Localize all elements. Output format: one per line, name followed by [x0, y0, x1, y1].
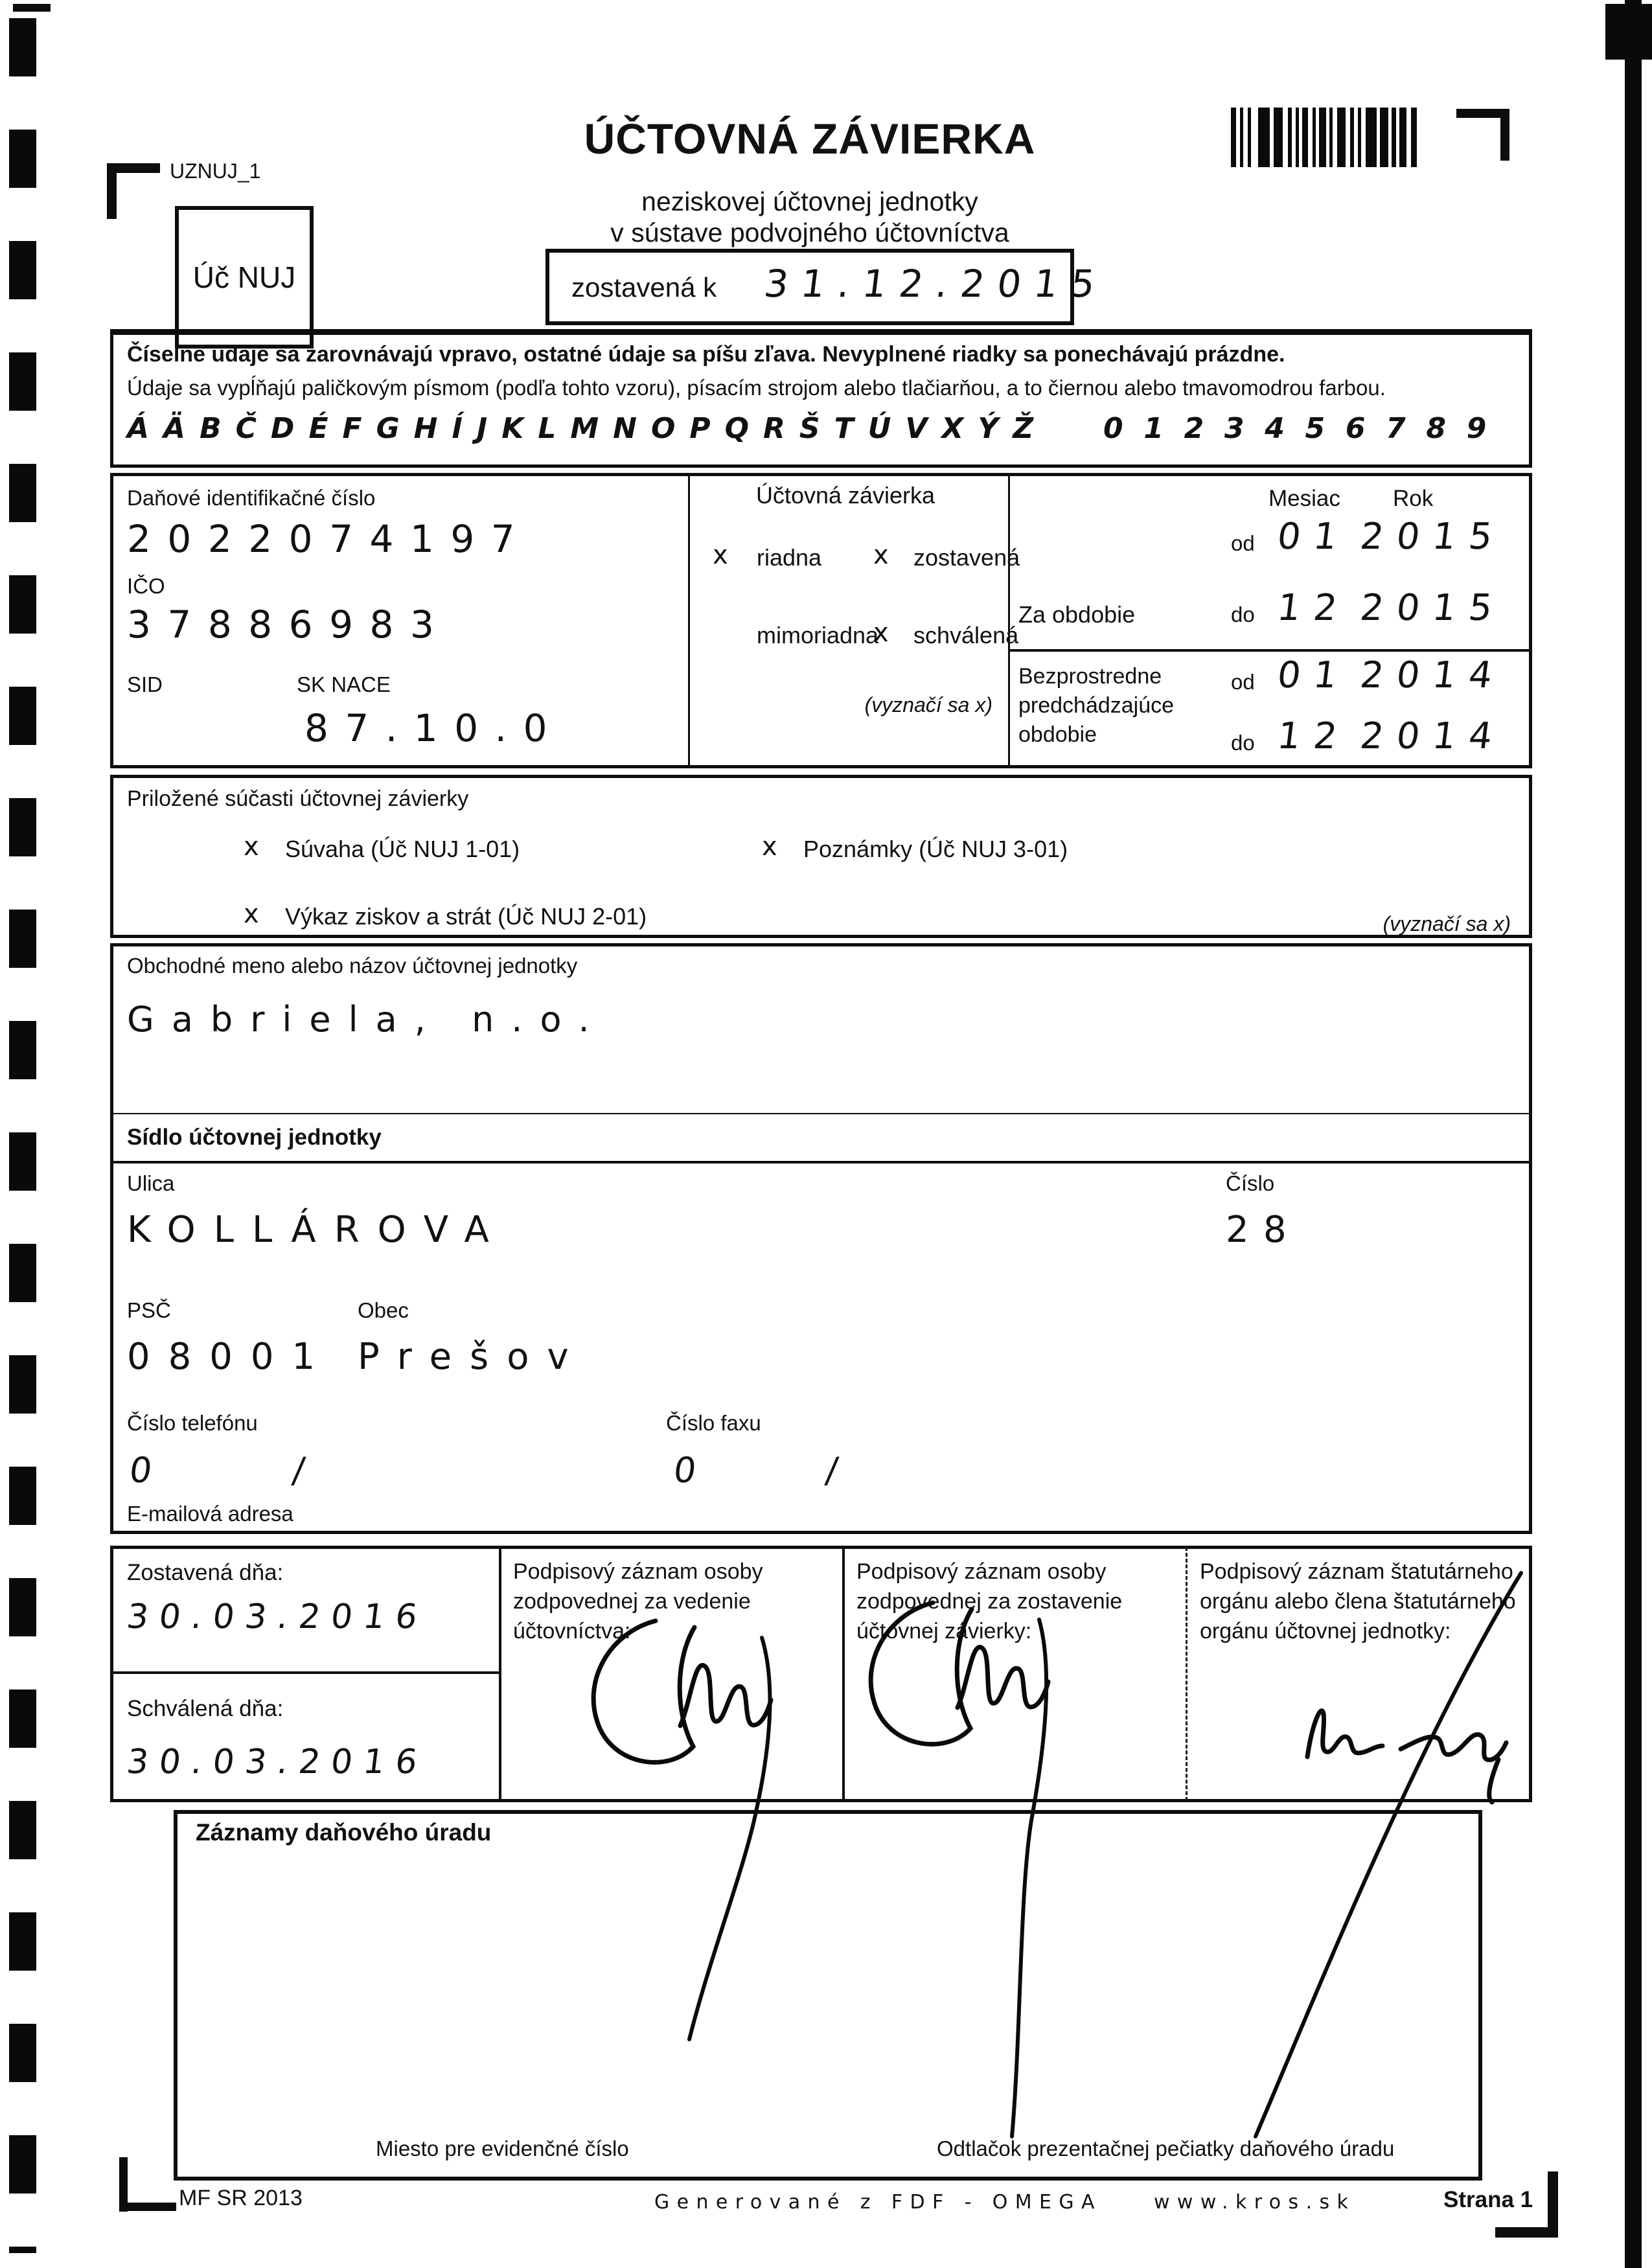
- corner-mark-bottom-right: [1495, 2227, 1558, 2238]
- current-to-month: 12: [1275, 587, 1353, 629]
- ico-value: 37886983: [127, 602, 451, 647]
- scan-edge-top-block: [1605, 4, 1652, 60]
- attachments-title: Priložené súčasti účtovnej závierky: [127, 786, 469, 811]
- dic-value: 2022074197: [127, 517, 532, 561]
- previous-period-label: Bezprostredne predchádzajúce obdobie: [1018, 664, 1175, 747]
- schvalena-label: schválená: [913, 622, 1019, 648]
- zip-value: 08001: [127, 1336, 334, 1378]
- form-code: UZNUJ_1: [170, 159, 261, 183]
- fax-value: 0: [671, 1450, 714, 1491]
- year-header: Rok: [1393, 486, 1434, 511]
- current-from-year: 2015: [1358, 516, 1508, 558]
- previous-to-year: 2014: [1358, 715, 1508, 757]
- od-label: od: [1231, 531, 1255, 555]
- entity-name-value: Gabriela, n.o.: [127, 999, 607, 1040]
- fax-slash: /: [823, 1450, 856, 1491]
- sid-label: SID: [127, 672, 163, 696]
- do-label: do: [1231, 602, 1255, 626]
- riadna-label: riadna: [757, 544, 822, 571]
- compiled-on-label: Zostavená dňa:: [127, 1560, 284, 1585]
- corner-mark-bottom-right: [1548, 2171, 1558, 2236]
- month-header: Mesiac: [1268, 486, 1340, 511]
- corner-mark-top-left: [107, 163, 117, 219]
- tax-office-box: [174, 1810, 1482, 2181]
- attachment-suvaha: Súvaha (Úč NUJ 1-01): [285, 836, 520, 862]
- page-title: ÚČTOVNÁ ZÁVIERKA: [584, 115, 1036, 163]
- dic-label: Daňové identifikačné číslo: [127, 486, 376, 510]
- signature-3-label: Podpisový záznam štatutárneho orgánu alebo člena štatutárneho orgánu účtovnej jednotky:: [1200, 1559, 1516, 1644]
- zip-label: PSČ: [127, 1298, 171, 1322]
- sample-letters: ÁÄBČDÉFGHÍJKLMNOPQRŠTÚVXÝŽ: [127, 412, 1048, 445]
- previous-from-month: 01: [1275, 654, 1353, 696]
- checkbox-riadna: x: [713, 540, 728, 570]
- sample-digits: 0123456789: [1103, 412, 1507, 445]
- page-subtitle-1: neziskovej účtovnej jednotky: [641, 187, 978, 216]
- checkbox-zostavena: x: [873, 540, 889, 570]
- divider: [499, 1547, 501, 1801]
- current-period-label: Za obdobie: [1018, 601, 1136, 628]
- signature-2-label: Podpisový záznam osoby zodpovednej za zostavenie účtovnej závierky:: [856, 1559, 1123, 1644]
- ico-label: IČO: [127, 574, 165, 598]
- divider: [111, 1671, 500, 1674]
- checkbox-schvalena: x: [873, 618, 889, 648]
- scan-edge-strip: [1625, 0, 1642, 2268]
- sknace-label: SK NACE: [297, 672, 391, 696]
- mark-note: (vyznačí sa x): [1382, 912, 1511, 935]
- compiled-on-date: 30.03.2016: [124, 1598, 430, 1636]
- phone-label: Číslo telefónu: [127, 1411, 258, 1435]
- form-id-box: [175, 206, 314, 349]
- street-label: Ulica: [127, 1171, 175, 1195]
- entity-name-label: Obchodné meno alebo názov účtovnej jednotky: [127, 954, 578, 978]
- approved-on-date: 30.03.2016: [124, 1743, 430, 1781]
- divider: [1186, 1547, 1187, 1801]
- do-label: do: [1231, 731, 1255, 755]
- footer-generator: Generované z FDF - OMEGA: [654, 2191, 1102, 2214]
- city-label: Obec: [358, 1298, 409, 1322]
- previous-from-year: 2014: [1358, 654, 1508, 696]
- phone-slash: /: [290, 1450, 323, 1491]
- corner-mark-bottom-left: [119, 2203, 176, 2211]
- approved-on-label: Schválená dňa:: [127, 1696, 284, 1721]
- divider: [111, 1161, 1531, 1163]
- checkbox-poznamky: x: [762, 832, 777, 862]
- compiled-at-label: zostavená k: [571, 272, 717, 303]
- instructions-line-2: Údaje sa vypĺňajú paličkovým písmom (podľa tohto vzoru), písacím strojom alebo tlačiarňou, a to čiernou alebo tmavomodrou farbou.: [127, 376, 1386, 400]
- checkbox-suvaha: x: [244, 832, 259, 862]
- stamp-label: Odtlačok prezentačnej pečiatky daňového úradu: [937, 2136, 1395, 2160]
- tax-office-title: Záznamy daňového úradu: [196, 1819, 492, 1846]
- mimoriadna-label: mimoriadna: [757, 622, 879, 648]
- divider: [842, 1547, 845, 1801]
- evidence-number-label: Miesto pre evidenčné číslo: [376, 2136, 629, 2160]
- divider: [688, 474, 690, 767]
- checkbox-vykaz: x: [244, 899, 259, 929]
- attachment-vykaz: Výkaz ziskov a strát (Úč NUJ 2-01): [285, 903, 647, 930]
- barcode: [1231, 108, 1419, 167]
- current-from-month: 01: [1275, 516, 1353, 558]
- previous-to-month: 12: [1275, 715, 1353, 757]
- attachment-poznamky: Poznámky (Úč NUJ 3-01): [803, 836, 1068, 862]
- phone-value: 0: [127, 1450, 170, 1491]
- city-value: Prešov: [358, 1336, 587, 1378]
- form-id: Úč NUJ: [192, 260, 296, 294]
- divider: [1009, 649, 1530, 652]
- footer-website: www.kros.sk: [1153, 2191, 1356, 2214]
- street-number-value: 28: [1226, 1209, 1302, 1251]
- signature-1-label: Podpisový záznam osoby zodpovednej za vedenie účtovníctva:: [513, 1559, 763, 1644]
- seat-section-label: Sídlo účtovnej jednotky: [127, 1125, 382, 1150]
- scan-smudge: [13, 4, 51, 12]
- binding-punch-marks: [9, 18, 36, 2253]
- footer-page-number: Strana 1: [1443, 2187, 1533, 2212]
- instructions-line-1: Číselné údaje sa zarovnávajú vpravo, ostatné údaje sa píšu zľava. Nevyplnené riadky sa ponechávajú prázdne.: [127, 342, 1285, 367]
- sknace-value: 87.10.0: [304, 706, 564, 750]
- corner-mark-top-right: [1500, 109, 1509, 161]
- zostavena-label: zostavená: [913, 544, 1020, 571]
- zavierka-title: Účtovná závierka: [755, 482, 935, 509]
- street-number-label: Číslo: [1226, 1171, 1275, 1195]
- email-label: E-mailová adresa: [127, 1502, 293, 1526]
- divider: [111, 1113, 1531, 1114]
- page-subtitle-2: v sústave podvojného účtovníctva: [610, 218, 1009, 247]
- current-to-year: 2015: [1358, 587, 1508, 629]
- street-value: KOLLÁROVA: [127, 1209, 507, 1251]
- mark-note: (vyznačí sa x): [864, 693, 992, 716]
- footer-form-ref: MF SR 2013: [179, 2186, 303, 2210]
- fax-label: Číslo faxu: [666, 1411, 761, 1435]
- od-label: od: [1231, 670, 1255, 694]
- compiled-at-date: 31.12.2015: [761, 262, 1110, 306]
